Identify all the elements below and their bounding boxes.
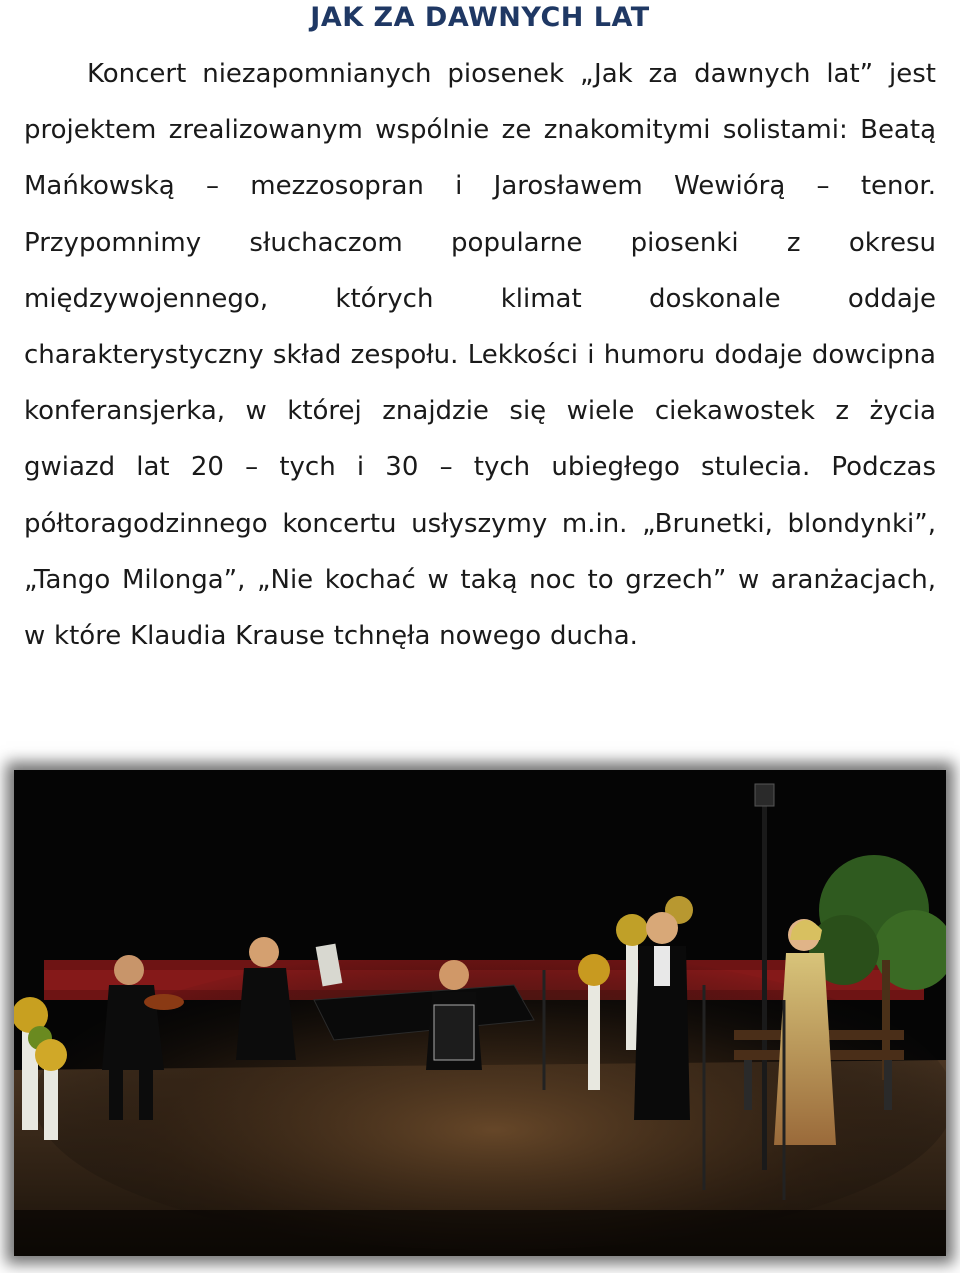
violinist xyxy=(114,955,144,985)
lamp-post xyxy=(762,790,767,1170)
concert-stage-illustration xyxy=(14,770,946,1256)
concert-description: Koncert niezapomnianych piosenek „Jak za dawnych lat” jest projektem zrealizowanym wspólnie ze znakomitymi solistami: Beatą Mańkowską – mezzosopran i Jarosławem Wewiórą – tenor. Przypomnimy słuchaczom popularne piosenki z okresu międzywojennego, których klimat doskonale oddaje charakterystyczny skład zespołu. Lekkości i humoru dodaje dowcipna konferansjerka, w której znajdzie się wiele ciekawostek z życia gwiazd lat 20 – tych i 30 – tych ubiegłego stulecia. Podczas półtoragodzinnego koncertu usłyszymy m.in. „Brunetki, blondynki”, „Tango Milonga”, „Nie kochać w taką noc to grzech” w aranżacjach, w które Klaudia Krause tchnęła nowego ducha. xyxy=(24,59,936,652)
tenor-singer xyxy=(646,912,678,944)
concert-photo xyxy=(14,770,946,1256)
accordionist xyxy=(439,960,469,990)
pianist xyxy=(249,937,279,967)
flower-column-middle xyxy=(588,980,600,1090)
page-title: JAK ZA DAWNYCH LAT xyxy=(310,2,650,33)
